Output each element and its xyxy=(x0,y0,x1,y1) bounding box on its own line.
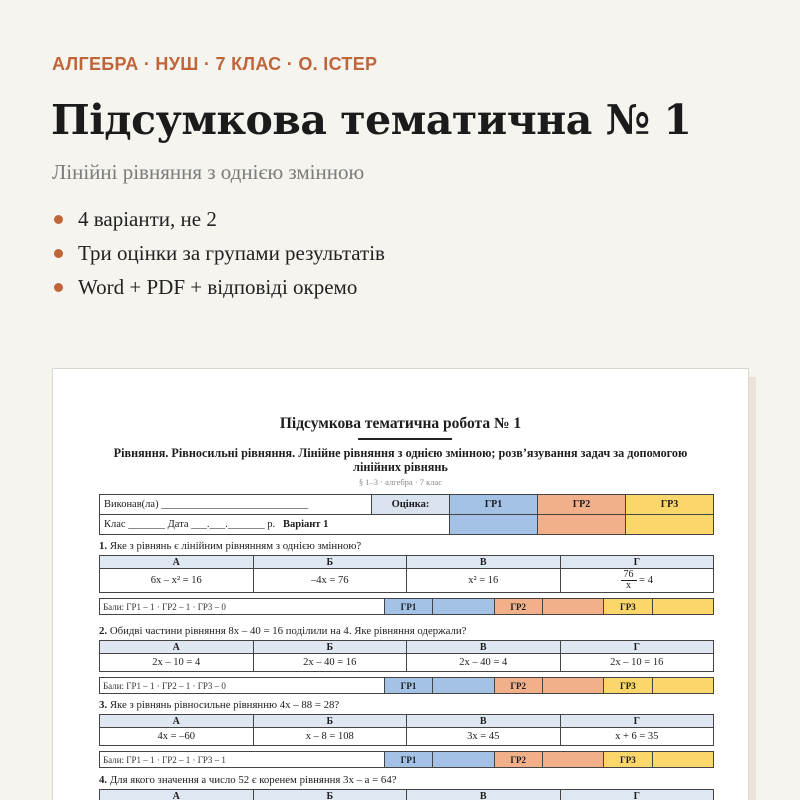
worksheet-section: § 1–3 · алгебра · 7 клас xyxy=(358,477,443,487)
group-3-label: ГР3 xyxy=(604,752,652,768)
option-letter: Г xyxy=(560,715,714,728)
feature-item xyxy=(54,202,385,236)
group-2-label: ГР2 xyxy=(494,599,542,615)
question-text: 2. Обидві частини рівняння 8x – 40 = 16 поділили на 4. Яке рівняння одержали? xyxy=(99,625,467,637)
option-value: 2x – 10 = 4 xyxy=(100,654,254,672)
option-letter: Г xyxy=(560,556,714,569)
answer-options-table xyxy=(99,714,714,746)
option-letter: А xyxy=(100,556,254,569)
option-letter: А xyxy=(100,715,254,728)
question-2 xyxy=(99,624,714,694)
option-letter: Г xyxy=(560,641,714,654)
grade-label: Оцінка: xyxy=(372,495,450,515)
group-3-score-cell xyxy=(626,515,714,535)
option-value: –4x = 76 xyxy=(253,569,407,593)
worksheet-title: Підсумкова тематична робота № 1 xyxy=(279,415,522,432)
question-1 xyxy=(99,539,714,615)
option-letter: Г xyxy=(560,790,714,800)
group-3-score xyxy=(652,678,713,694)
page-title: Підсумкова тематична № 1 xyxy=(51,96,692,144)
group-3-label: ГР3 xyxy=(604,599,652,615)
bullet-dot-icon xyxy=(54,249,63,258)
class-date-text: Клас _______ Дата ___.___._______ р. xyxy=(104,519,276,530)
group-2-score xyxy=(542,752,603,768)
eyebrow-subject: АЛГЕБРА · НУШ · 7 КЛАС · О. ІСТЕР xyxy=(52,54,378,74)
option-letter: В xyxy=(407,715,561,728)
option-value: x² = 16 xyxy=(407,569,561,593)
option-letter: Б xyxy=(253,715,407,728)
option-value: 6x – x² = 16 xyxy=(100,569,254,593)
page-subtitle: Лінійні рівняння з однією змінною xyxy=(52,160,365,184)
option-value: x – 8 = 108 xyxy=(253,728,407,746)
option-value: x + 6 = 35 xyxy=(560,728,714,746)
group-2-header: ГР2 xyxy=(538,495,626,515)
points-text: Бали: ГР1 – 1 · ГР2 – 1 · ГР3 – 0 xyxy=(100,678,385,694)
option-letter: В xyxy=(407,556,561,569)
option-letter: Б xyxy=(253,641,407,654)
student-name-line: Виконав(ла) ____________________________ xyxy=(100,495,372,515)
option-value: 2x – 40 = 16 xyxy=(253,654,407,672)
feature-list xyxy=(54,202,385,304)
option-value-fraction: $\frac{76}{x}$ = 4 xyxy=(560,569,714,593)
score-table xyxy=(99,751,714,768)
option-letter: В xyxy=(407,790,561,800)
group-2-label: ГР2 xyxy=(494,678,542,694)
question-text: 3. Яке з рівнянь рівносильне рівнянню 4x – 88 = 28? xyxy=(99,699,340,711)
class-date-line xyxy=(100,515,450,535)
group-1-score xyxy=(433,599,494,615)
question-text: 1. Яке з рівнянь є лінійним рівнянням з однією змінною? xyxy=(99,540,362,552)
bullet-dot-icon xyxy=(54,215,63,224)
answer-options-table xyxy=(99,789,714,800)
title-underline xyxy=(358,438,452,440)
points-text: Бали: ГР1 – 1 · ГР2 – 1 · ГР3 – 0 xyxy=(100,599,385,615)
score-table xyxy=(99,677,714,694)
feature-item xyxy=(54,236,385,270)
student-header-table xyxy=(99,494,714,535)
option-letter: В xyxy=(407,641,561,654)
group-2-score xyxy=(542,599,603,615)
group-3-score xyxy=(652,599,713,615)
question-4 xyxy=(99,773,714,800)
feature-item xyxy=(54,270,385,304)
group-3-label: ГР3 xyxy=(604,678,652,694)
fraction: $\frac{76}{x}$ xyxy=(621,570,637,591)
variant-label: Варіант 1 xyxy=(283,519,329,530)
group-2-label: ГР2 xyxy=(494,752,542,768)
group-1-score-cell xyxy=(450,515,538,535)
option-letter: Б xyxy=(253,790,407,800)
worksheet-preview xyxy=(52,368,749,800)
group-2-score-cell xyxy=(538,515,626,535)
option-value: 4x = –60 xyxy=(100,728,254,746)
option-letter: А xyxy=(100,790,254,800)
group-1-header: ГР1 xyxy=(450,495,538,515)
option-value: 2x – 40 = 4 xyxy=(407,654,561,672)
group-3-header: ГР3 xyxy=(626,495,714,515)
answer-options-table xyxy=(99,640,714,672)
option-letter: Б xyxy=(253,556,407,569)
group-1-score xyxy=(433,678,494,694)
points-text: Бали: ГР1 – 1 · ГР2 – 1 · ГР3 – 1 xyxy=(100,752,385,768)
answer-options-table xyxy=(99,555,714,593)
feature-text: Word + PDF + відповіді окремо xyxy=(78,274,358,299)
group-1-score xyxy=(433,752,494,768)
option-value: 2x – 10 = 16 xyxy=(560,654,714,672)
group-2-score xyxy=(542,678,603,694)
feature-text: Три оцінки за групами результатів xyxy=(78,240,385,265)
option-letter: А xyxy=(100,641,254,654)
feature-text: 4 варіанти, не 2 xyxy=(78,206,217,231)
question-text: 4. Для якого значення a число 52 є коренем рівняння 3x – a = 64? xyxy=(99,774,397,786)
score-table xyxy=(99,598,714,615)
group-3-score xyxy=(652,752,713,768)
group-1-label: ГР1 xyxy=(384,678,432,694)
group-1-label: ГР1 xyxy=(384,752,432,768)
question-3 xyxy=(99,698,714,768)
worksheet-topic: Рівняння. Рівносильні рівняння. Лінійне рівняння з однією змінною; розв’язування задач за допомогою лінійних рівнянь xyxy=(113,446,688,474)
group-1-label: ГР1 xyxy=(384,599,432,615)
option-value: 3x = 45 xyxy=(407,728,561,746)
bullet-dot-icon xyxy=(54,283,63,292)
